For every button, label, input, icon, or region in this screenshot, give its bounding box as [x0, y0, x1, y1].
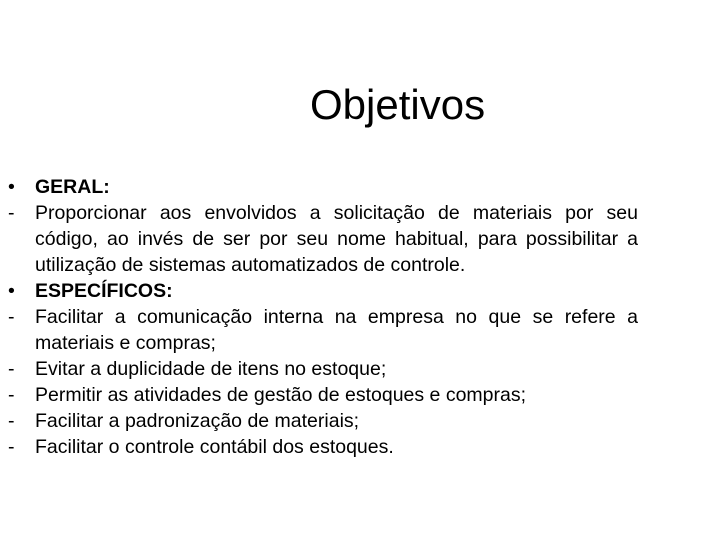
- dash-marker: -: [8, 436, 15, 458]
- list-item-especifico-3: [8, 382, 638, 408]
- dash-marker: -: [8, 306, 15, 328]
- especifico-1-text: Facilitar a comunicação interna na empresa no que se refere a materiais e compras;: [35, 306, 638, 354]
- list-item-especifico-4: [8, 408, 638, 434]
- list-item-especificos: [8, 278, 638, 304]
- bullet-marker: •: [8, 176, 15, 198]
- bullet-marker: •: [8, 280, 15, 302]
- heading-especificos: ESPECÍFICOS:: [35, 280, 173, 302]
- list-item-especifico-2: [8, 356, 638, 382]
- list-item-objetivo-geral: [8, 200, 638, 278]
- bullet-list: [8, 174, 638, 460]
- list-item-geral: [8, 174, 638, 200]
- dash-marker: -: [8, 384, 15, 406]
- heading-geral: GERAL:: [35, 176, 110, 198]
- slide-title: Objetivos: [310, 81, 486, 128]
- especifico-5-text: Facilitar o controle contábil dos estoques.: [35, 436, 394, 458]
- especifico-3-text: Permitir as atividades de gestão de estoques e compras;: [35, 384, 527, 406]
- dash-marker: -: [8, 202, 15, 224]
- list-item-especifico-1: [8, 304, 638, 356]
- list-item-especifico-5: [8, 434, 638, 460]
- dash-marker: -: [8, 410, 15, 432]
- dash-marker: -: [8, 358, 15, 380]
- objetivo-geral-text: Proporcionar aos envolvidos a solicitação de materiais por seu código, ao invés de ser por seu nome habitual, para possibilitar a utilização de sistemas automatizados de controle.: [35, 202, 638, 276]
- especifico-2-text: Evitar a duplicidade de itens no estoque;: [35, 358, 387, 380]
- especifico-4-text: Facilitar a padronização de materiais;: [35, 410, 360, 432]
